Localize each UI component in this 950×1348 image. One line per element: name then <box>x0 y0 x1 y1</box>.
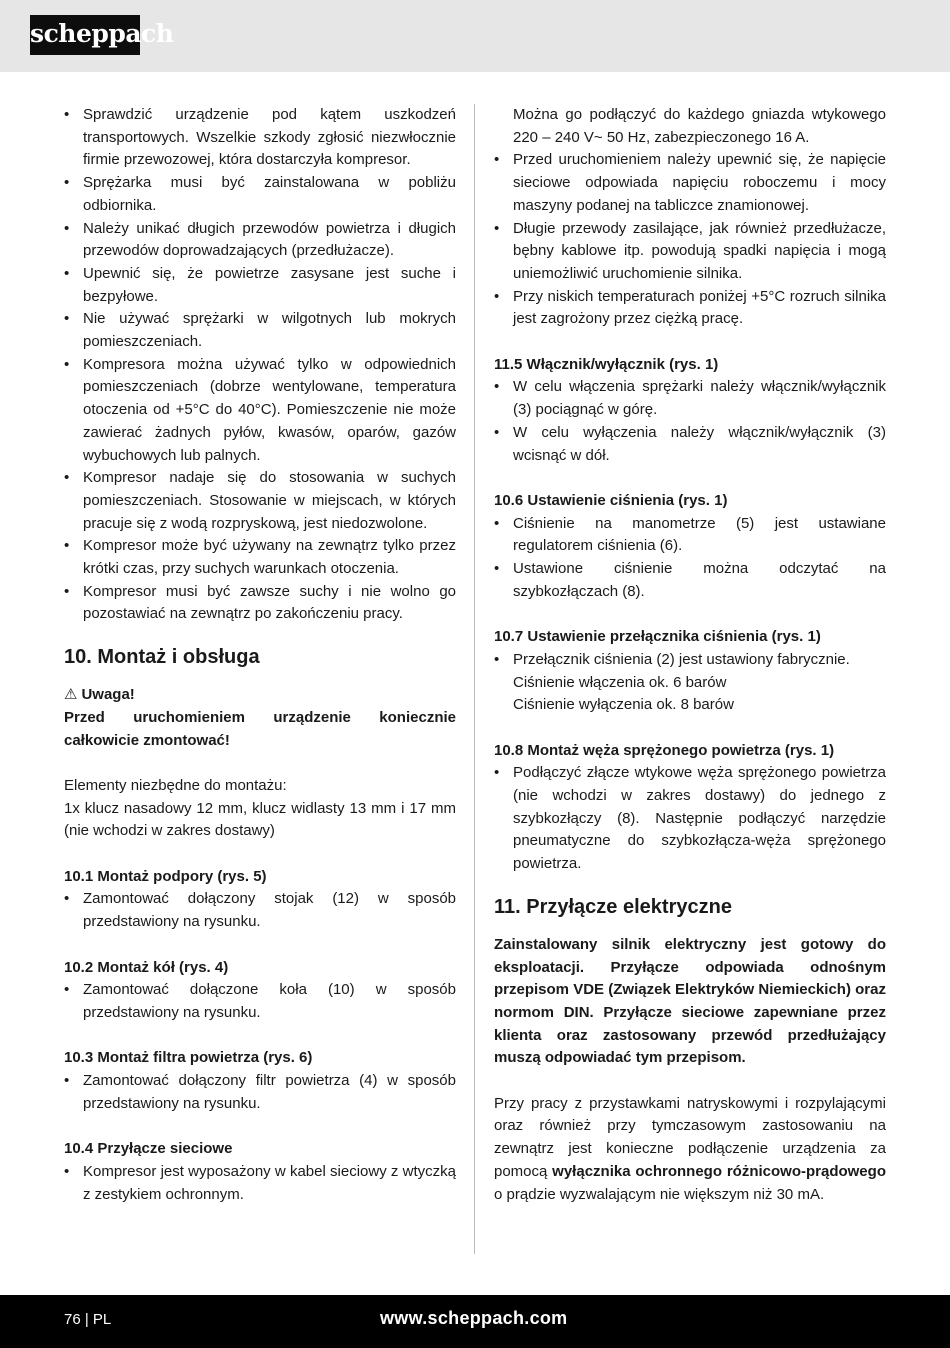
elements-text: 1x klucz nasadowy 12 mm, klucz widlasty 13 mm i 17 mm (nie wchodzi w zakres dostawy) <box>64 799 456 840</box>
section-10-1-heading: 10.1 Montaż podpory (rys. 5) <box>64 867 267 885</box>
section-11-5-heading: 11.5 Włącznik/wyłącznik (rys. 1) <box>494 355 719 373</box>
warning-text: Przed uruchomieniem urządzenie koniecznie całkowicie zmontować! <box>64 708 456 749</box>
section-10-heading: 10. Montaż i obsługa <box>64 646 260 669</box>
section-10-4-heading: 10.4 Przyłącze sieciowe <box>64 1140 233 1158</box>
section-10-3-heading: 10.3 Montaż filtra powietrza (rys. 6) <box>64 1049 313 1067</box>
section-11-bold-paragraph: Zainstalowany silnik elektryczny jest gotowy do eksploatacji. Przyłącze odpowiada odnośnym przepisom VDE (Związek Elektryków Niemieckich) oraz normom DIN. Przyłącze sieciowe zapewniane przez klienta oraz zastosowany przewód przedłużający muszą odpowiadać tym przepisom. <box>494 935 886 1067</box>
column-divider <box>474 104 475 1254</box>
list-item: • Upewnić się, że powietrze zasysane jest suche i bezpyłowe. <box>64 263 456 308</box>
list-item: • Kompresor nadaje się do stosowania w suchych pomieszczeniach. Stosowanie w miejscach, w których pracuje się z wodą rozpryskową, jest niedozwolone. <box>64 467 456 535</box>
section-10-8-heading: 10.8 Montaż węża sprężonego powietrza (rys. 1) <box>494 741 835 759</box>
list-item: • Kompresor jest wyposażony w kabel sieciowy z wtyczką z zestykiem ochronnym. <box>64 1161 456 1206</box>
switch-on-pressure: Ciśnienie włączenia ok. 6 barów <box>513 673 727 691</box>
list-item: • Nie używać sprężarki w wilgotnych lub mokrych pomieszczeniach. <box>64 308 456 353</box>
scheppach-logo: scheppach <box>30 15 140 55</box>
list-item: • Ciśnienie na manometrze (5) jest ustawiane regulatorem ciśnienia (6). <box>494 513 886 558</box>
list-item: • Kompresor może być używany na zewnątrz tylko przez krótki czas, przy suchych warunkach otoczenia. <box>64 535 456 580</box>
switch-off-pressure: Ciśnienie wyłączenia ok. 8 barów <box>513 696 734 714</box>
section-10-2-heading: 10.2 Montaż kół (rys. 4) <box>64 958 229 976</box>
section-11-heading: 11. Przyłącze elektryczne <box>494 895 732 918</box>
list-item: • W celu wyłączenia należy włącznik/wyłącznik (3) wcisnąć w dół. <box>494 422 886 467</box>
section-11-paragraph: Przy pracy z przystawkami natryskowymi i rozpylającymi oraz również przy tymczasowym zastosowaniu na zewnątrz jest konieczne podłączenie urządzenia za pomocą wyłącznika ochronnego różnicowo-prądowego o prądzie wyzwalającym nie większym niż 30 mA. <box>494 1094 886 1203</box>
warning-label: ⚠ Uwaga! <box>64 684 456 707</box>
page-number: 76 | PL <box>64 1311 112 1328</box>
list-item: • Długie przewody zasilające, jak również przedłużacze, bębny kablowe itp. powodują spadki napięcia i mogą uniemożliwić uruchomienie silnika. <box>494 218 886 286</box>
list-item: • Przełącznik ciśnienia (2) jest ustawiony fabrycznie. <box>494 649 886 672</box>
list-item: • Zamontować dołączony filtr powietrza (4) w sposób przedstawiony na rysunku. <box>64 1070 456 1115</box>
warning-triangle-icon: ⚠ <box>64 686 78 704</box>
list-item: • Ustawione ciśnienie można odczytać na szybkozłączach (8). <box>494 558 886 603</box>
continuation-text: Można go podłączyć do każdego gniazda wtykowego 220 – 240 V~ 50 Hz, zabezpieczonego 16 A. <box>513 106 886 146</box>
list-item: • Zamontować dołączone koła (10) w sposób przedstawiony na rysunku. <box>64 979 456 1024</box>
list-item: • Należy unikać długich przewodów powietrza i długich przewodów doprowadzających (przedłużacze). <box>64 218 456 263</box>
left-column <box>64 104 456 1206</box>
section-10-6-heading: 10.6 Ustawienie ciśnienia (rys. 1) <box>494 491 728 509</box>
list-item: • Podłączyć złącze wtykowe węża sprężonego powietrza (nie wchodzi w zakres dostawy) do jednego z szybkozłączy (8). Następnie podłączyć narzędzie pneumatyczne do szybkozłącza-węża sprężonego powietrza. <box>494 762 886 876</box>
safety-bullet-list <box>64 104 456 626</box>
list-item: • Kompresora można używać tylko w odpowiednich pomieszczeniach (dobrze wentylowane, temperatura otoczenia od +5°C do 40°C). Pomieszczenie nie może zawierać żadnych pyłów, kwasów, oparów, gazów wybuchowych lub palnych. <box>64 354 456 468</box>
list-item: • Kompresor musi być zawsze suchy i nie wolno go pozostawiać na zewnątrz po zakończeniu pracy. <box>64 581 456 626</box>
list-item: • Przy niskich temperaturach poniżej +5°C rozruch silnika jest zagrożony przez ciężką pracę. <box>494 286 886 331</box>
list-item: • W celu włączenia sprężarki należy włącznik/wyłącznik (3) pociągnąć w górę. <box>494 376 886 421</box>
section-10-7-heading: 10.7 Ustawienie przełącznika ciśnienia (rys. 1) <box>494 628 821 646</box>
footer-bar <box>0 1295 950 1348</box>
list-item: • Przed uruchomieniem należy upewnić się, że napięcie sieciowe odpowiada napięciu roboczemu i mocy maszyny podanej na tabliczce znamionowej. <box>494 149 886 217</box>
list-item: • Zamontować dołączony stojak (12) w sposób przedstawiony na rysunku. <box>64 888 456 933</box>
elements-label: Elementy niezbędne do montażu: <box>64 776 287 794</box>
header-bar <box>0 0 950 72</box>
right-column <box>494 104 886 1206</box>
list-item: • Sprawdzić urządzenie pod kątem uszkodzeń transportowych. Wszelkie szkody zgłosić niezwłocznie firmie przewozowej, która dostarczyła kompresor. <box>64 104 456 172</box>
list-item: • Sprężarka musi być zainstalowana w pobliżu odbiornika. <box>64 172 456 217</box>
website-link[interactable]: www.scheppach.com <box>380 1308 568 1328</box>
